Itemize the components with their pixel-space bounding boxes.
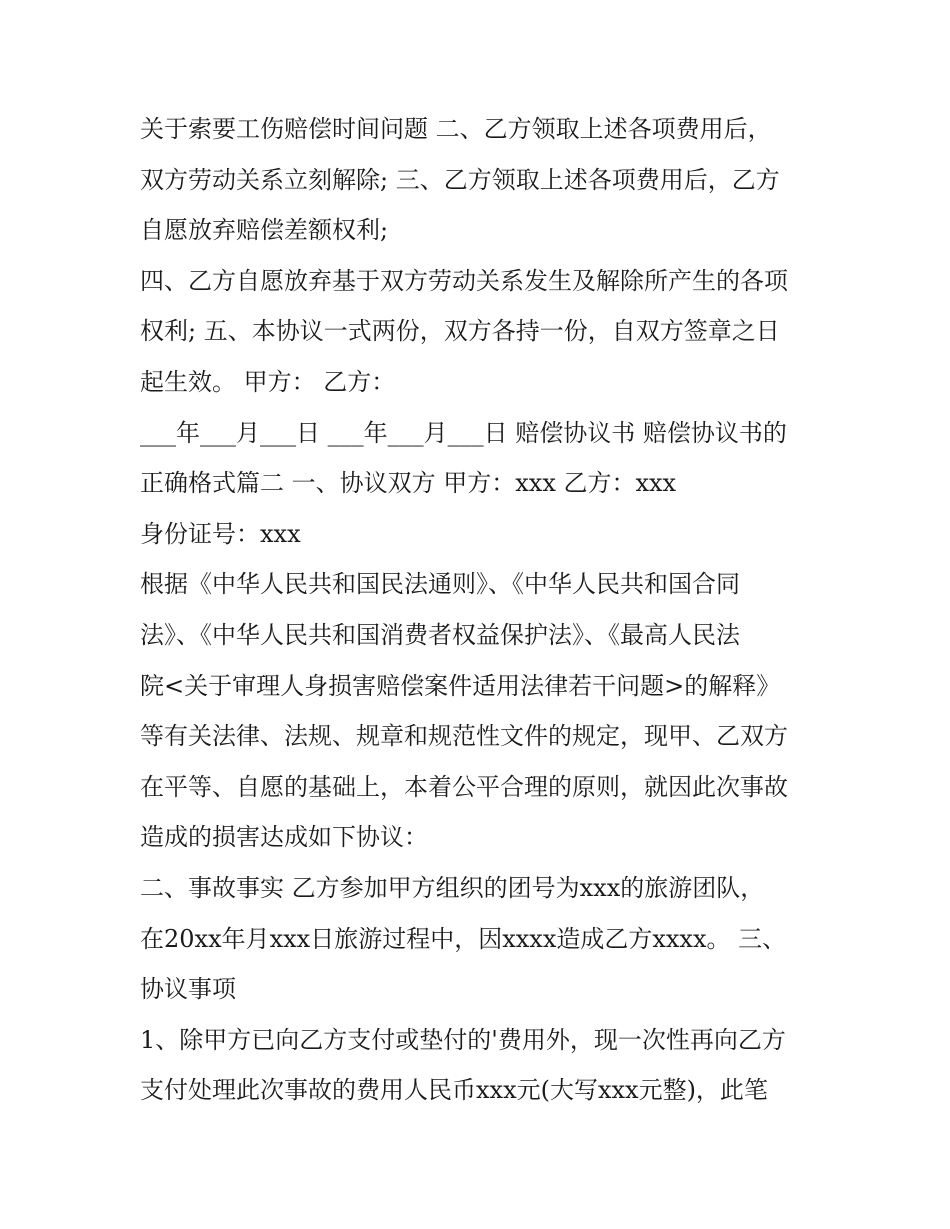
text-line: 等有关法律、法规、规章和规范性文件的规定，现甲、乙双方 [140, 722, 788, 751]
text-line: 协议事项 [140, 975, 236, 1004]
text-line: 法》、《中华人民共和国消费者权益保护法》、《最高人民法 [140, 620, 740, 649]
text-line: 造成的损害达成如下协议： [140, 823, 428, 852]
text-line: 二、事故事实 乙方参加甲方组织的团号为xxx的旅游团队， [140, 873, 765, 902]
text-line: 正确格式篇二 一、协议双方 甲方：xxx 乙方：xxx [140, 469, 677, 498]
text-line: 关于索要工伤赔偿时间问题 二、乙方领取上述各项费用后， [140, 115, 772, 143]
text-line: 身份证号：xxx [140, 519, 301, 548]
text-line: 在20xx年月xxx日旅游过程中，因xxxx造成乙方xxxx。 三、 [140, 924, 787, 953]
text-line: 双方劳动关系立刻解除; 三、乙方领取上述各项费用后，乙方 [140, 165, 780, 194]
text-line: 权利; 五、本协议一式两份，双方各持一份，自双方签章之日 [140, 317, 780, 346]
text-line: 自愿放弃赔偿差额权利; [140, 216, 389, 245]
text-line: 在平等、自愿的基础上，本着公平合理的原则，就因此次事故 [140, 772, 788, 801]
text-line: 根据《中华人民共和国民法通则》、《中华人民共和国合同 [140, 570, 740, 599]
text-line: 四、乙方自愿放弃基于双方劳动关系发生及解除所产生的各项 [140, 266, 788, 295]
text-line: ___年___月___日 ___年___月___日 赔偿协议书 赔偿协议书的 [140, 418, 787, 447]
text-line: 院<关于审理人身损害赔偿案件适用法律若干问题>的解释》 [140, 671, 781, 700]
text-line: 起生效。 甲方： 乙方： [140, 367, 396, 396]
text-line: 支付处理此次事故的费用人民币xxx元(大写xxx元整)，此笔 [140, 1076, 768, 1105]
document-body [140, 104, 830, 1116]
text-line: 1、除甲方已向乙方支付或垫付的'费用外，现一次性再向乙方 [140, 1025, 786, 1054]
